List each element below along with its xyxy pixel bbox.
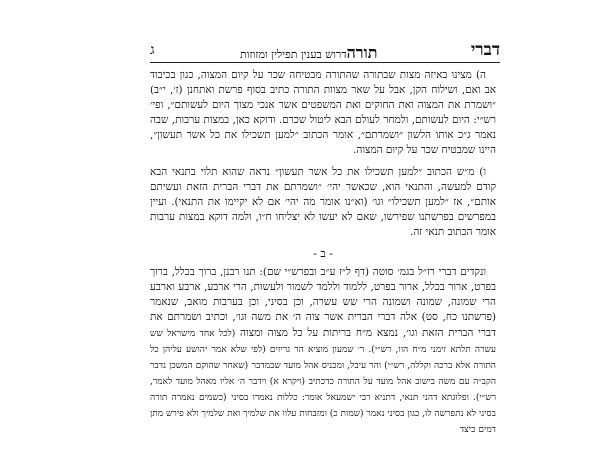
section-divider: - ב -	[313, 247, 333, 261]
header-subtitle-big: תורה	[346, 43, 378, 62]
body-text	[150, 68, 496, 444]
paragraph-section-b-main: ונקדים דברי רז״ל בגמ׳ סוטה (דף ל״ז ע״ב ובפרש״י שם): תנו רבנן, ברוך בכלל, ברוך בפרט, ארור בכלל, ארור בפרט, ללמוד וללמד לשמור ולעשות, הרי ארבע, ארבע וארבע הרי שמונה, שמונה ושמונה הרי שש עשרה, וכן בסיני, וכן בערבות מואב, שנאמר (פרשתנו כח, סט) אלה דברי הברית אשר צוה ה׳ את משה וגו׳, וכתיב ושמרתם את דברי הברית הזאת וגו׳, נמצא מ״ח בריתות על כל מצוה ומצוה	[150, 266, 497, 339]
header-rule	[150, 62, 500, 63]
header-subtitle-small: דרוש בענין תפילין ומזוזות	[240, 48, 347, 61]
paragraph-section-b-rest: (שאחר שהוקם המשכן נדבר הקב״ה עם משה בישוב אהל מועד על התורה כדכתיב (ויקרא א) וידבר ה׳ אליו מאהל מועד לאמר, רש״י). ופלוגתא דהני תנאי, דתניא רבי ישמעאל אומר: כללות נאמרו בסיני	[150, 360, 496, 403]
paragraph-5: ה) מצינו באיזה מצות שבתורה שהתורה מבטיחה שכר על קיום המצוה, כגון בכיבוד אב ואם, ושילוח הקן, אבל על שאר מצוות התורה כתיב בסוף פרשת ואתחנן (ז׳, י״ב) ״ושמרת את המצוה ואת החוקים ואת המשפטים אשר אנכי מצוך היום לעשותם״, ופי׳ רש״י: היום לעשותם, ולמחר לעולם הבא ליטול שכרם. ודוקא כאן, במצות ערבות, שבה נאמר ג״כ אותו הלשון ״ושמרתם״, אומר הכתוב ״למען תשכילו את כל אשר תעשון״, היינו שמבטיח שכר על קיום המצוה.	[150, 69, 496, 157]
paragraph-6: ו) מ״ש הכתוב ״למען תשכילו את כל אשר תעשון״ נראה שהוא תלוי בתנאי הבא קודם למעשה, והתנאי הוא, שכאשר יהי׳ ״ושמרתם את דברי הברית הזאת ועשיתם אותם״, אז ״למען תשכילו״ וגו׳ (וא״נו אומר מה יהי׳ אם לא יקיימו את התנאי). ועיין במפרשים בפרשתנו שפירשו, שאם לא יעשו לא יצליחו ח״ו, ולמה דוקא במצות ערבות אומר הכתוב תנאי זה.	[150, 165, 496, 238]
paragraph-section-b-note: (לכל אחד מישראל שש עשרה תלתא זימני מ״ח הוו, רש״י). ר׳ שמעון מוציא הר גריזים (לפי שלא אמר יהושע עליהן כל התורה אלא ברכה וקללה, רש״י) והר עיבל, ומכניס אהל מועד שבמדבר	[150, 328, 496, 371]
header-title: דברי	[470, 40, 500, 60]
paragraph-section-b	[150, 265, 496, 438]
page-number: ג	[150, 42, 155, 58]
header-subtitle	[240, 43, 384, 63]
paragraph-section-b-end: (כשמים נאמרה תורה בסיני לא נתפרשה לו, כגון בסיני נאמר (שמות כ) ומזבחות עלוו את שלמיך ואת שלמיך ולא פירש מתן דמים כיצד	[150, 392, 496, 436]
page-header	[150, 40, 500, 62]
